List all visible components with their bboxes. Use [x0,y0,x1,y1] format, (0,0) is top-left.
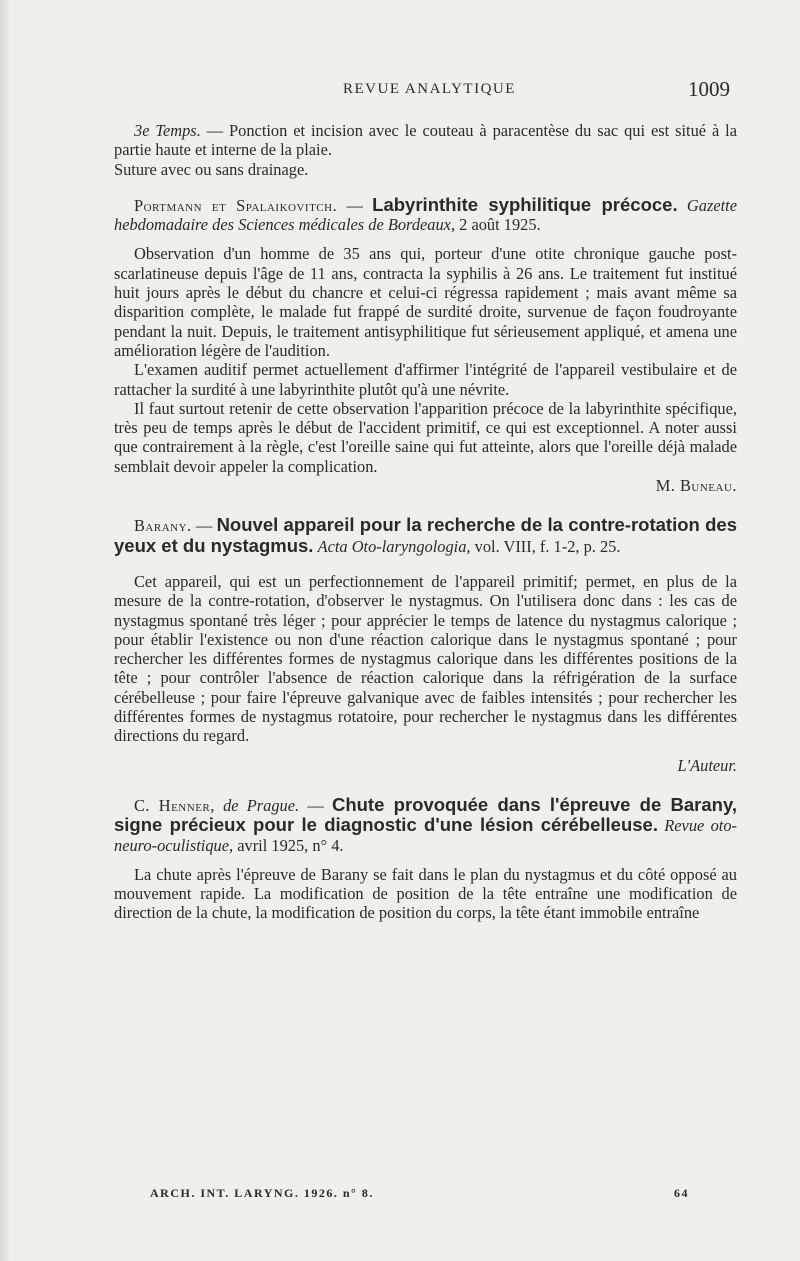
page-spine-shadow [0,0,10,1261]
intro-suture: Suture avec ou sans drainage. [114,159,309,179]
article1-paragraph: Il faut surtout retenir de cette observation l'apparition précoce de la labyrinthite spécifique, très peu de temps après le début de l'accident primitif, ce qui est exceptionnel. A noter aussi que contrairement à la règle, c'est l'oreille saine qui fut atteinte, alors que l'oreille déjà malade semblait devoir appeler la complication. [114,398,737,476]
running-title: REVUE ANALYTIQUE [343,81,516,97]
article1-paragraph: L'examen auditif permet actuellement d'affirmer l'intégrité de l'appareil vestibulaire et de rattacher la surdité à une labyrinthite plutôt qu'à une névrite. [114,360,737,399]
article2-signature: L'Auteur. [677,755,737,775]
intro-step: 3e Temps. [134,121,201,140]
article1-dash: — [337,195,373,215]
article2-dash: — [191,516,217,536]
article2-heading [114,515,737,556]
article3-journal: Revue oto-neuro-oculistique, [114,816,737,855]
article3-dash: — [299,795,332,815]
page-number: 1009 [688,77,730,101]
article3-heading [114,795,737,855]
article1-journal: Gazette hebdomadaire des Sciences médicales de Bordeaux, [114,195,737,235]
spacer [114,556,737,572]
article2-ref: vol. VIII, f. 1-2, p. 25. [474,536,621,556]
article3-author: C. Henner, [134,795,215,815]
article1-date: 2 août 1925. [459,215,541,235]
footer-code: ARCH. INT. LARYNG. 1926. n° 8. [150,1186,374,1200]
article1-signature [114,476,737,495]
page-header [0,77,800,103]
spacer [114,746,737,756]
spacer [114,495,737,515]
article1-heading [114,195,737,235]
article3-origin: de Prague. [214,795,300,815]
article1-signature-text: M. Buneau. [655,476,737,496]
article3-paragraph: La chute après l'épreuve de Barany se fait dans le plan du nystagmus et du côté opposé au mouvement rapide. La modification de position de la tête entraîne une modification de direction de la chute, la modification de position du corps, la tête étant immobile entraîne [114,864,737,923]
article3-title: Chute provoquée dans l'épreuve de Barany, signe précieux pour le diagnostic d'une lésion cérébelleuse. [114,793,738,836]
intro-paragraph [114,121,737,160]
article2-paragraph: Cet appareil, qui est un perfectionnement de l'appareil primitif; permet, en plus de la mesure de la contre-rotation, d'observer le nystagmus. On l'utilisera donc dans : les cas de nystagmus spontané très léger ; pour apprécier le temps de latence du nystagmus calorique ; pour établir l'existence ou non d'une réaction calorique dans le nystagmus spontané ; pour rechercher les différentes formes de nystagmus calorique dans les différentes positions de la tête ; pour contrôler l'absence de réaction calorique dans la réfrigération de la surface cérébelleuse ; pour faire l'épreuve galvanique avec de faibles intensités ; pour rechercher les différentes formes de nystagmus rotatoire, pour rechercher le nystagmus dans les différentes directions du regard. [114,571,737,746]
article1-paragraph: Observation d'un homme de 35 ans qui, porteur d'une otite chronique gauche post-scarlatineuse depuis l'âge de 11 ans, contracta la syphilis à 26 ans. Le traitement fut institué huit jours après le début du chancre et celui-ci régressa rapidement ; mais avant même sa disparition complète, le malade fut frappé de surdité droite, survenue de façon foudroyante pendant la nuit. Depuis, le traitement antisyphilitique fut sérieusement appliqué, et amena une amélioration légère de l'audition. [114,244,737,360]
spacer [114,855,737,865]
article2-author: Barany. [134,516,192,536]
footer-sheet-number: 64 [674,1186,689,1200]
intro-text: — Ponction et incision avec le couteau à paracentèse du sac qui est situé à la partie haute et interne de la plaie. [114,121,738,160]
article2-journal: Acta Oto-laryngologia, [317,536,471,556]
article1-title: Labyrinthite syphilitique précoce. [372,193,678,215]
page-body [114,121,737,923]
spacer [114,775,737,795]
article1-authors: Portmann et Spalaikovitch. [134,195,338,215]
article3-date: avril 1925, n° 4. [237,835,344,855]
spacer [114,179,737,195]
article2-title: Nouvel appareil pour la recherche de la contre-rotation des yeux et du nystagmus. [114,514,737,556]
spacer [114,234,737,244]
